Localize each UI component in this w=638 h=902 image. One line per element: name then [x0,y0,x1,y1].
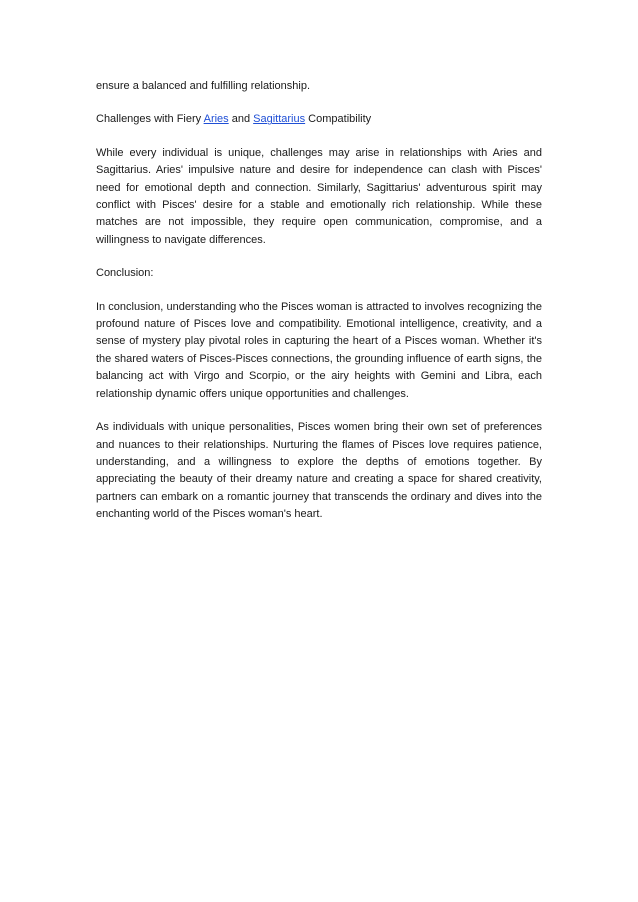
heading-mid: and [228,113,254,126]
section-heading [96,111,542,128]
conclusion-label: Conclusion: [96,267,154,280]
challenges-paragraph: While every individual is unique, challenges may arise in relationships with Aries and Sagittarius. Aries' impulsive nature and desire for independence can clash with Pisces' need for emotional depth and connection. Similarly, Sagittarius' adventurous spirit may conflict with Pisces' desire for a stable and emotionally rich relationship. While these matches are not impossible, they require open communication, compromise, and a willingness to navigate differences. [96,146,542,246]
document-page [96,78,542,540]
heading-prefix: Challenges with Fiery [96,113,204,126]
conclusion-paragraph: In conclusion, understanding who the Pisces woman is attracted to involves recognizing the profound nature of Pisces love and compatibility. Emotional intelligence, creativity, and a sense of mystery play pivotal roles in capturing the heart of a Pisces woman. Whether it's the shared waters of Pisces-Pisces connections, the grounding influence of earth signs, the balancing act with Virgo and Scorpio, or the airy heights with Gemini and Libra, each relationship dynamic offers unique opportunities and challenges. [96,300,542,400]
heading-suffix: Compatibility [305,113,372,126]
final-paragraph: As individuals with unique personalities, Pisces women bring their own set of preferences and nuances to their relationships. Nurturing the flames of Pisces love requires patience, understanding, and a willingness to explore the depths of emotions together. By appreciating the beauty of their dreamy nature and creating a space for shared creativity, partners can embark on a romantic journey that transcends the ordinary and dives into the enchanting world of the Pisces woman's heart. [96,421,542,521]
intro-paragraph: ensure a balanced and fulfilling relationship. [96,80,311,92]
sagittarius-link[interactable]: Sagittarius [253,113,306,126]
aries-link[interactable]: Aries [203,113,229,126]
